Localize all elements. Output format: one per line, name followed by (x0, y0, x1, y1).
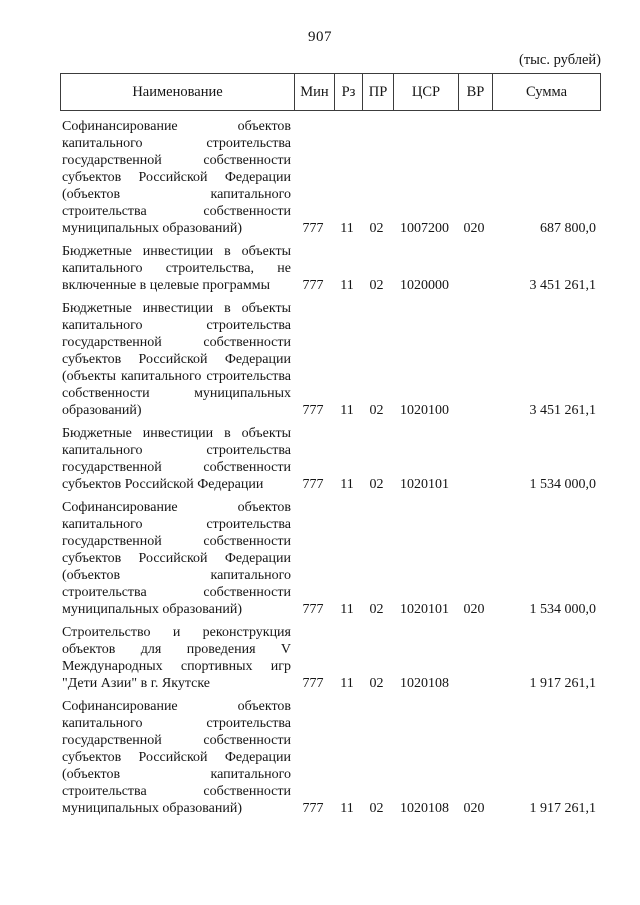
cell-pr: 02 (369, 403, 384, 418)
cell-rz: 11 (340, 477, 354, 492)
cell-vr: 020 (463, 801, 485, 816)
cell-rz: 11 (340, 278, 354, 293)
cell-min: 777 (302, 801, 324, 816)
cell-name: Софинансирование объектов капитального строительства государственной собственности субъектов Российской Федерации (объектов капитального строительства собственности муниципальных образований) (62, 500, 291, 617)
cell-name: Софинансирование объектов капитального строительства государственной собственности субъектов Российской Федерации (объектов капитального строительства собственности муниципальных образований) (62, 119, 291, 236)
cell-summa: 1 534 000,0 (529, 602, 596, 617)
cell-rz: 11 (340, 403, 354, 418)
cell-summa: 3 451 261,1 (529, 278, 596, 293)
cell-csr: 1020108 (400, 676, 449, 691)
cell-summa: 1 534 000,0 (529, 477, 596, 492)
cell-summa: 1 917 261,1 (529, 801, 596, 816)
cell-rz: 11 (340, 676, 354, 691)
table-row (60, 499, 601, 618)
cell-pr: 02 (369, 602, 384, 617)
cell-name: Бюджетные инвестиции в объекты капитального строительства, не включенные в целевые программы (62, 244, 291, 293)
header-vr: ВР (458, 74, 492, 110)
table-row (60, 624, 601, 692)
header-csr: ЦСР (393, 74, 458, 110)
header-name: Наименование (132, 83, 223, 100)
table-header-row (60, 73, 601, 111)
cell-min: 777 (302, 477, 324, 492)
table-row (60, 118, 601, 237)
cell-rz: 11 (340, 221, 354, 236)
cell-csr: 1020101 (400, 602, 449, 617)
cell-vr: 020 (463, 221, 485, 236)
header-rz: Рз (334, 74, 362, 110)
cell-name: Бюджетные инвестиции в объекты капитального строительства государственной собственности субъектов Российской Федерации (объекты капитального строительства собственности муниципальных образований) (62, 301, 291, 418)
cell-name: Бюджетные инвестиции в объекты капитального строительства государственной собственности субъектов Российской Федерации (62, 426, 291, 492)
cell-summa: 3 451 261,1 (529, 403, 596, 418)
header-min: Мин (294, 74, 334, 110)
table-row (60, 698, 601, 817)
table-row (60, 425, 601, 493)
cell-pr: 02 (369, 477, 384, 492)
cell-vr: 020 (463, 602, 485, 617)
cell-csr: 1020108 (400, 801, 449, 816)
cell-csr: 1020000 (400, 278, 449, 293)
cell-name: Строительство и реконструкция объектов для проведения V Международных спортивных игр "Дети Азии" в г. Якутске (62, 625, 291, 691)
cell-pr: 02 (369, 801, 384, 816)
cell-min: 777 (302, 221, 324, 236)
table-body (60, 118, 601, 817)
cell-min: 777 (302, 403, 324, 418)
cell-summa: 687 800,0 (540, 221, 596, 236)
header-pr: ПР (362, 74, 393, 110)
cell-pr: 02 (369, 676, 384, 691)
cell-min: 777 (302, 602, 324, 617)
cell-rz: 11 (340, 602, 354, 617)
table-row (60, 243, 601, 294)
cell-pr: 02 (369, 278, 384, 293)
cell-summa: 1 917 261,1 (529, 676, 596, 691)
cell-name: Софинансирование объектов капитального строительства государственной собственности субъектов Российской Федерации (объектов капитального строительства собственности муниципальных образований) (62, 699, 291, 816)
cell-rz: 11 (340, 801, 354, 816)
cell-pr: 02 (369, 221, 384, 236)
header-summa: Сумма (492, 74, 600, 110)
units-label: (тыс. рублей) (519, 52, 601, 68)
budget-table (60, 73, 601, 823)
cell-min: 777 (302, 676, 324, 691)
cell-csr: 1020100 (400, 403, 449, 418)
cell-csr: 1020101 (400, 477, 449, 492)
cell-csr: 1007200 (400, 221, 449, 236)
table-row (60, 300, 601, 419)
page-number: 907 (308, 29, 332, 45)
cell-min: 777 (302, 278, 324, 293)
